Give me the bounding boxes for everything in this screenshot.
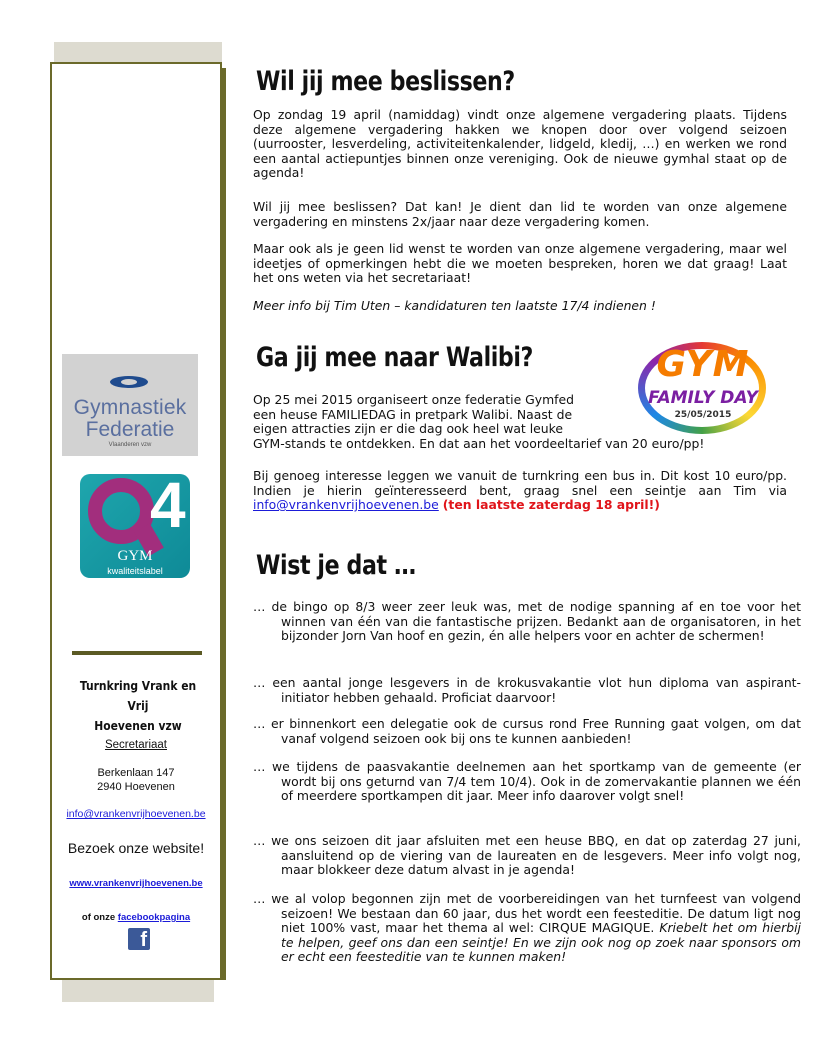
turnfeest-italic: Kriebelt het om hierbij te helpen, geef ons dan een seintje! En we zijn ook nog op zoek naar sponsors om er echt een feesteditie van te kunnen maken! bbox=[281, 920, 801, 965]
wist-item-bingo: … de bingo op 8/3 weer zeer leuk was, met de nodige spanning af en toe voor het winnen van één van die fantastische prijzen. Bedankt aan de organisatoren, in het bijzonder Jorn Van hoof en gezin, én alle helpers voor en achter de schermen! bbox=[253, 599, 801, 644]
logo-line-2: Federatie bbox=[85, 418, 175, 441]
section-title-wist-je-dat: Wist je dat … bbox=[256, 550, 416, 581]
walibi-line-2: een heuse FAMILIEDAG in pretpark Walibi. Naast de bbox=[253, 406, 573, 422]
family-day-date: 25/05/2015 bbox=[674, 410, 732, 420]
secretariaat-heading: Secretariaat bbox=[104, 739, 167, 751]
sidebar-divider bbox=[72, 651, 202, 655]
club-name-line-1: Turnkring Vrank en Vrij bbox=[79, 678, 197, 713]
gymnastiek-federatie-logo bbox=[62, 354, 198, 456]
facebook-icon[interactable] bbox=[128, 928, 150, 950]
club-name-line-2: Hoevenen vzw bbox=[94, 718, 182, 733]
walibi-line-1: Op 25 mei 2015 organiseert onze federatie Gymfed bbox=[253, 392, 574, 407]
family-day-title: FAMILY DAY bbox=[648, 388, 758, 408]
wist-item-bbq: … we ons seizoen dit jaar afsluiten met een heuse BBQ, en dat op zaterdag 27 juni, aansluitend op de viering van de laureaten en de lesgevers. Meer info volgt nog, maar blokkeer deze datum alvast in je agenda! bbox=[253, 833, 801, 878]
walibi-paragraph-2-text: Bij genoeg interesse leggen we vanuit de turnkring een bus in. Dit kost 10 euro/pp. Indien je hierin geïnteresseerd bent, graag snel een seintje aan Tim via bbox=[253, 468, 787, 498]
wist-item-turnfeest bbox=[253, 892, 801, 965]
wist-item-free-running: … er binnenkort een delegatie ook de cursus rond Free Running gaat volgen, om dat vanaf volgend seizoen ook bij ons te kunnen aanbieden! bbox=[253, 716, 801, 746]
sidebar-top-tab bbox=[54, 42, 222, 64]
walibi-email-link[interactable]: info@vrankenvrijhoevenen.be bbox=[253, 497, 439, 513]
logo-line-1: Gymnastiek bbox=[73, 396, 187, 419]
wist-item-sportkamp: … we tijdens de paasvakantie deelnemen aan het sportkamp van de gemeente (er wordt bij ons geturnd van 7/4 tem 10/4). Ook in de zomervakantie plannen we één of meerdere sportkampen dit jaar. Meer info daarover volgt snel! bbox=[253, 759, 801, 804]
q4-gym-label: GYM bbox=[117, 548, 153, 564]
facebook-page-link[interactable]: facebookpagina bbox=[117, 912, 191, 923]
facebook-icon-glyph: f bbox=[140, 929, 147, 950]
q4-number: 4 bbox=[150, 474, 186, 541]
section-title-beslissen: Wil jij mee beslissen? bbox=[256, 66, 515, 97]
turnfeest-text: … we al volop begonnen zijn met de voorbereidingen van het turnfeest van volgend seizoen! We bestaan dan 60 jaar, dus het wordt een feesteditie. De datum ligt nog niet 100% vast, maar het thema al wel: CIRQUE MAGIQUE. bbox=[253, 891, 801, 936]
wist-item-lesgevers: … een aantal jonge lesgevers in de krokusvakantie vlot hun diploma van aspirant-initiator hebben gehaald. Proficiat daarvoor! bbox=[253, 675, 801, 705]
website-link[interactable]: www.vrankenvrijhoevenen.be bbox=[69, 878, 203, 889]
club-name bbox=[67, 676, 208, 736]
address-street: Berkenlaan 147 bbox=[97, 767, 175, 779]
address-city: 2940 Hoevenen bbox=[97, 781, 175, 793]
beslissen-paragraph-2: Wil jij mee beslissen? Dat kan! Je dient dan lid te worden van onze algemene vergadering en minstens 2x/jaar naar deze vergadering komen. bbox=[253, 199, 787, 229]
beslissen-paragraph-3: Maar ook als je geen lid wenst te worden van onze algemene vergadering, maar wel ideetjes of opmerkingen hebt die we moeten bespreken, horen we dat graag! Laat het ons weten via het secretariaat! bbox=[253, 241, 787, 286]
address bbox=[52, 766, 220, 794]
sidebar bbox=[50, 62, 222, 980]
logo-line-3: Vlaanderen vzw bbox=[108, 442, 152, 448]
beslissen-paragraph-4: Meer info bij Tim Uten – kandidaturen ten laatste 17/4 indienen ! bbox=[253, 298, 656, 313]
q4-quality-label: kwaliteitslabel bbox=[107, 566, 163, 576]
walibi-deadline: (ten laatste zaterdag 18 april!) bbox=[442, 497, 660, 513]
facebook-line bbox=[52, 912, 220, 923]
visit-website-text: Bezoek onze website! bbox=[67, 840, 205, 856]
email-link[interactable]: info@vrankenvrijhoevenen.be bbox=[66, 808, 206, 820]
walibi-line-3: eigen attracties zijn er die dag ook heel wat leuke bbox=[253, 421, 563, 437]
walibi-line-4: GYM-stands te ontdekken. En dat aan het voordeeltarief van 20 euro/pp! bbox=[253, 435, 705, 451]
walibi-paragraph-2 bbox=[253, 469, 787, 513]
q4-quality-logo bbox=[80, 474, 190, 578]
sidebar-bottom-tab bbox=[62, 980, 214, 1002]
family-day-gym: GYM bbox=[656, 344, 750, 385]
walibi-paragraph-1 bbox=[253, 393, 787, 451]
of-onze-text: of onze bbox=[81, 912, 116, 923]
section-title-walibi: Ga jij mee naar Walibi? bbox=[256, 342, 533, 373]
beslissen-paragraph-1: Op zondag 19 april (namiddag) vindt onze algemene vergadering plaats. Tijdens deze algemene vergadering hakken we knopen door over volgend seizoen (uurrooster, lesverdeling, activiteitenkalender, lidgeld, kledij, …) en werken we rond een aantal actiepuntjes binnen onze vereniging. Ook de nieuwe gymhal staat op de agenda! bbox=[253, 107, 787, 181]
swoosh-icon bbox=[110, 376, 148, 388]
